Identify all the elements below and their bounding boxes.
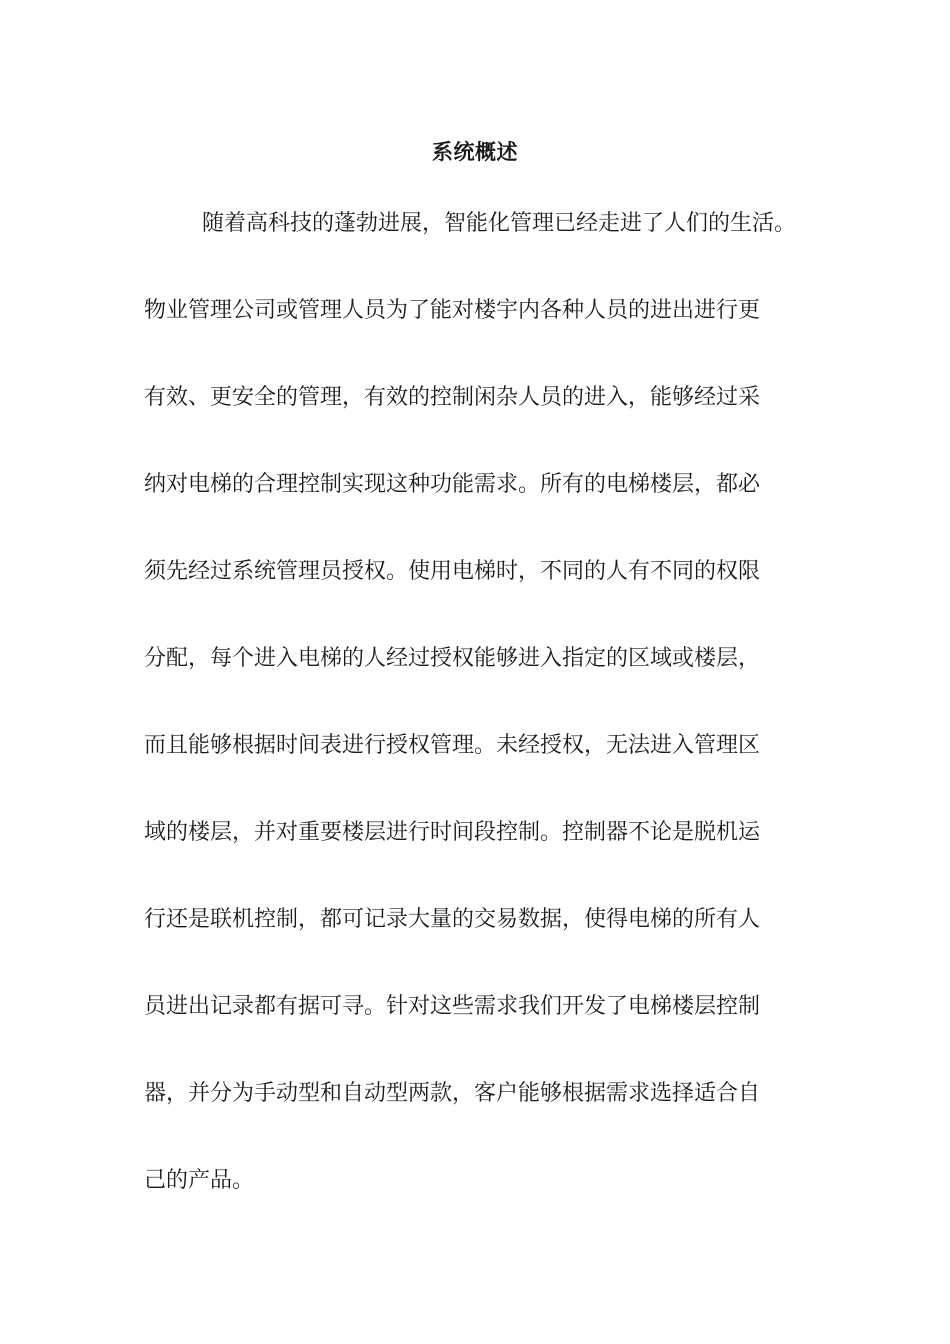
- page-title: 系统概述: [432, 140, 518, 164]
- paragraph-line: 而且能够根据时间表进行授权管理。未经授权，无法进入管理区: [144, 733, 761, 758]
- paragraph-line: 纳对电梯的合理控制实现这种功能需求。所有的电梯楼层，都必: [144, 472, 761, 497]
- paragraph-line: 行还是联机控制，都可记录大量的交易数据，使得电梯的所有人: [144, 907, 761, 932]
- paragraph-line: 器，并分为手动型和自动型两款，客户能够根据需求选择适合自: [144, 1081, 761, 1106]
- paragraph-line: 分配，每个进入电梯的人经过授权能够进入指定的区域或楼层，: [144, 646, 761, 671]
- paragraph-line: 域的楼层，并对重要楼层进行时间段控制。控制器不论是脱机运: [144, 820, 761, 845]
- paragraph-line: 己的产品。: [144, 1168, 255, 1193]
- paragraph-line: 随着高科技的蓬勃进展，智能化管理已经走进了人们的生活。: [202, 211, 797, 236]
- paragraph-line: 员进出记录都有据可寻。针对这些需求我们开发了电梯楼层控制: [144, 994, 761, 1019]
- paragraph-line: 有效、更安全的管理，有效的控制闲杂人员的进入，能够经过采: [144, 385, 761, 410]
- paragraph-line: 物业管理公司或管理人员为了能对楼宇内各种人员的进出进行更: [144, 298, 761, 323]
- paragraph-line: 须先经过系统管理员授权。使用电梯时，不同的人有不同的权限: [144, 559, 761, 584]
